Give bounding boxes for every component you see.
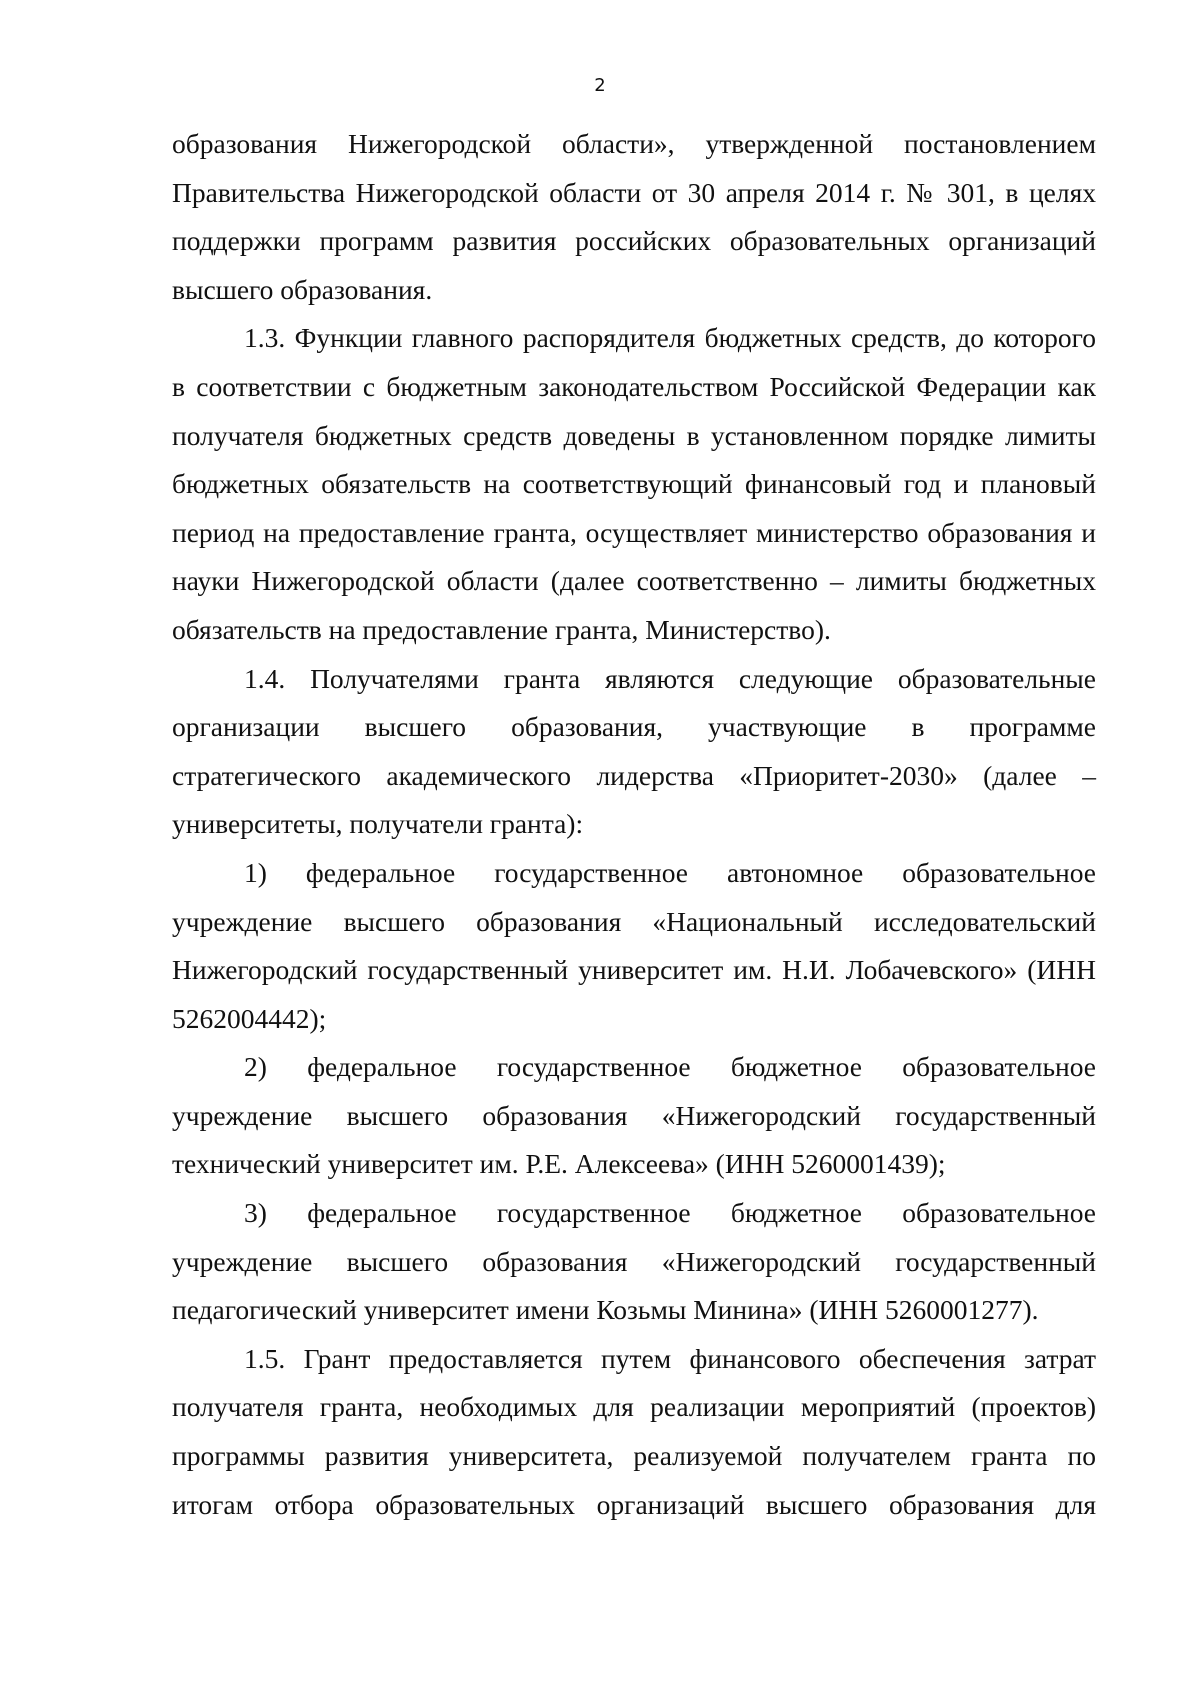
list-item-2: 2) федеральное государственное бюджетное образовательное учреждение высшего образования «Нижегородский государственный технический университет им. Р.Е. Алексеева» (ИНН 5260001439);: [172, 1051, 1096, 1180]
list-item-1: 1) федеральное государственное автономное образовательное учреждение высшего образования «Национальный исследовательский Нижегородский государственный университет им. Н.И. Лобачевского» (ИНН 5262004442);: [172, 856, 1096, 1034]
paragraph-1-3: 1.3. Функции главного распорядителя бюджетных средств, до которого в соответствии с бюджетным законодательством Российской Федерации как получателя бюджетных средств доведены в установленном порядке лимиты бюджетных обязательств на соответствующий финансовый год и плановый период на предоставление гранта, осуществляет министерство образования и науки Нижегородской области (далее соответственно – лимиты бюджетных обязательств на предоставление гранта, Министерство).: [172, 322, 1096, 645]
list-item-3: 3) федеральное государственное бюджетное образовательное учреждение высшего образования «Нижегородский государственный педагогический университет имени Козьмы Минина» (ИНН 5260001277).: [172, 1197, 1096, 1326]
paragraph-1-4: 1.4. Получателями гранта являются следующие образовательные организации высшего образования, участвующие в программе стратегического академического лидерства «Приоритет-2030» (далее – университеты, получатели гранта):: [172, 662, 1096, 840]
document-body: [172, 120, 1096, 1529]
page-number: 2: [594, 75, 606, 96]
paragraph-continuation: образования Нижегородской области», утвержденной постановлением Правительства Нижегородской области от 30 апреля 2014 г. № 301, в целях поддержки программ развития российских образовательных организаций высшего образования.: [172, 128, 1096, 305]
paragraph-1-5: 1.5. Грант предоставляется путем финансового обеспечения затрат получателя гранта, необходимых для реализации мероприятий (проектов) программы развития университета, реализуемой получателем гранта по итогам отбора образовательных организаций высшего образования для: [172, 1342, 1096, 1520]
